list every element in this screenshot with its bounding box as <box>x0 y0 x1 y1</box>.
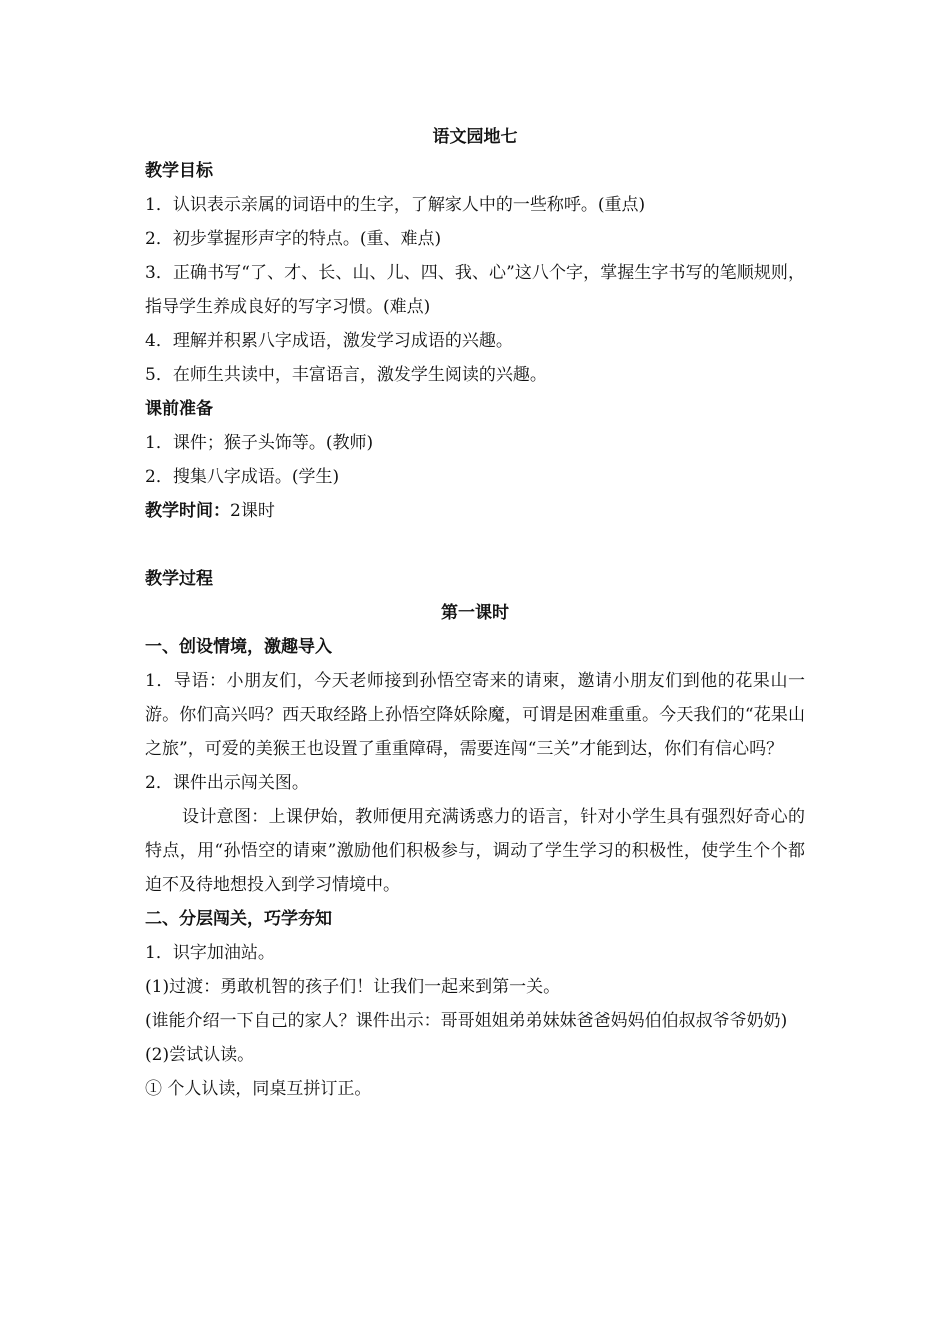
document-title: 语文园地七 <box>432 127 518 147</box>
process-heading: 教学过程 <box>145 569 213 589</box>
preparation-item: 1．课件；猴子头饰等。(教师) <box>145 433 374 453</box>
objective-item: 5．在师生共读中，丰富语言，激发学生阅读的兴趣。 <box>145 365 547 385</box>
paragraph: (1)过渡：勇敢机智的孩子们！让我们一起来到第一关。 <box>145 977 561 997</box>
paragraph: 1．导语：小朋友们，今天老师接到孙悟空寄来的请柬，邀请小朋友们到他的花果山一游。你们高兴吗？西天取经路上孙悟空降妖除魔，可谓是困难重重。今天我们的“花果山之旅”，可爱的美猴王也设置了重重障碍，需要连闯“三关”才能到达，你们有信心吗？ <box>145 671 805 759</box>
teaching-time <box>145 494 805 528</box>
teaching-time-value: 2课时 <box>230 501 275 521</box>
objective-item: 2．初步掌握形声字的特点。(重、难点) <box>145 229 442 249</box>
teaching-time-label: 教学时间： <box>145 501 230 521</box>
objectives-heading: 教学目标 <box>145 161 213 181</box>
section-heading: 二、分层闯关，巧学夯知 <box>145 909 332 929</box>
paragraph: 2．课件出示闯关图。 <box>145 773 309 793</box>
preparation-item: 2．搜集八字成语。(学生) <box>145 467 340 487</box>
blank-line <box>145 528 805 562</box>
document-content <box>145 120 805 1106</box>
objective-item: 1．认识表示亲属的词语中的生字，了解家人中的一些称呼。(重点) <box>145 195 646 215</box>
lesson-title: 第一课时 <box>441 603 509 623</box>
paragraph: ① 个人认读，同桌互拼订正。 <box>145 1079 372 1099</box>
objective-item: 3．正确书写“了、才、长、山、儿、四、我、心”这八个字，掌握生字书写的笔顺规则，指导学生养成良好的写字习惯。(难点) <box>145 263 805 317</box>
paragraph: 1．识字加油站。 <box>145 943 275 963</box>
objective-item: 4．理解并积累八字成语，激发学习成语的兴趣。 <box>145 331 513 351</box>
paragraph: (2)尝试认读。 <box>145 1045 255 1065</box>
design-intent-paragraph: 设计意图：上课伊始，教师便用充满诱惑力的语言，针对小学生具有强烈好奇心的特点，用“孙悟空的请柬”激励他们积极参与，调动了学生学习的积极性，使学生个个都迫不及待地想投入到学习情境中。 <box>145 807 805 895</box>
preparation-heading: 课前准备 <box>145 399 213 419</box>
paragraph: (谁能介绍一下自己的家人？课件出示：哥哥姐姐弟弟妹妹爸爸妈妈伯伯叔叔爷爷奶奶) <box>145 1011 788 1031</box>
section-heading: 一、创设情境，激趣导入 <box>145 637 332 657</box>
